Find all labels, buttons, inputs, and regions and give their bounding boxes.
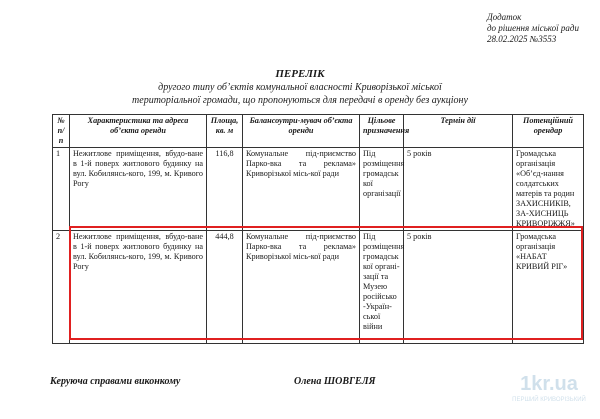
cell-term: 5 років (404, 231, 513, 344)
cell-num: 1 (53, 148, 70, 231)
cell-area: 444,8 (207, 231, 243, 344)
cell-purpose: Під розміщення громадськ кої організації (360, 148, 404, 231)
cell-num: 2 (53, 231, 70, 344)
objects-table (52, 114, 584, 344)
header-tenant: Потенційний орендар (513, 115, 584, 148)
site-watermark-logo (508, 355, 590, 411)
addendum-line2: до рішення міської ради (487, 23, 579, 33)
cell-holder: Комунальне під-приємство Парко-вка та реклама» Криворізької місь-кої ради (243, 231, 360, 344)
cell-term: 5 років (404, 148, 513, 231)
cell-characteristic: Нежитлове приміщення, вбудо-ване в 1-й поверх житлового будинку на вул. Кобилянсь-кого, 199, м. Кривого Рогу (70, 148, 207, 231)
header-holder: Балансоутри-мувач об’єкта оренди (243, 115, 360, 148)
header-area: Площа, кв. м (207, 115, 243, 148)
header-num: № п/ п (53, 115, 70, 148)
cell-characteristic: Нежитлове приміщення, вбудо-ване в 1-й поверх житлового будинку на вул. Кобилянсь-кого, 199, м. Кривого Рогу (70, 231, 207, 344)
watermark-subtext: ПЕРШИЙ КРИВОРІЗЬКИЙ (512, 397, 586, 403)
header-purpose: Цільове призначення (360, 115, 404, 148)
table-header-row (53, 115, 584, 148)
cell-purpose: Під розміщення громадськ кої органі-зації та Музею російсько -Україн-ської війни (360, 231, 404, 344)
cell-tenant: Громадська організація «НАБАТ КРИВИЙ РІГ» (513, 231, 584, 344)
table-row (53, 231, 584, 344)
addendum-line3: 28.02.2025 №3553 (487, 34, 557, 44)
header-characteristic: Характеристика та адреса об’єкта оренди (70, 115, 207, 148)
header-term: Термін дії (404, 115, 513, 148)
document-subtitle-line2: територіальної громади, що пропонуються для передачі в оренду без аукціону (132, 95, 468, 106)
cell-area: 116,8 (207, 148, 243, 231)
signature-position: Керуюча справами виконкому (50, 376, 181, 387)
cell-tenant: Громадська організація «Об’єд-нання солдатських матерів та родин ЗАХИСНИКІВ, ЗА-ХИСНИЦЬ КРИВОРІЖЖЯ» (513, 148, 584, 231)
document-subtitle-line1: другого типу об’єктів комунальної власності Криворізької міської (158, 82, 442, 93)
watermark-text: 1kr.ua (520, 373, 578, 395)
document-title: ПЕРЕЛІК (275, 68, 325, 80)
signature-name: Олена ШОВГЕЛЯ (294, 376, 376, 387)
addendum-block (487, 12, 579, 45)
addendum-line1: Додаток (487, 12, 522, 22)
cell-holder: Комунальне під-приємство Парко-вка та реклама» Криворізької місь-кої ради (243, 148, 360, 231)
table-row (53, 148, 584, 231)
